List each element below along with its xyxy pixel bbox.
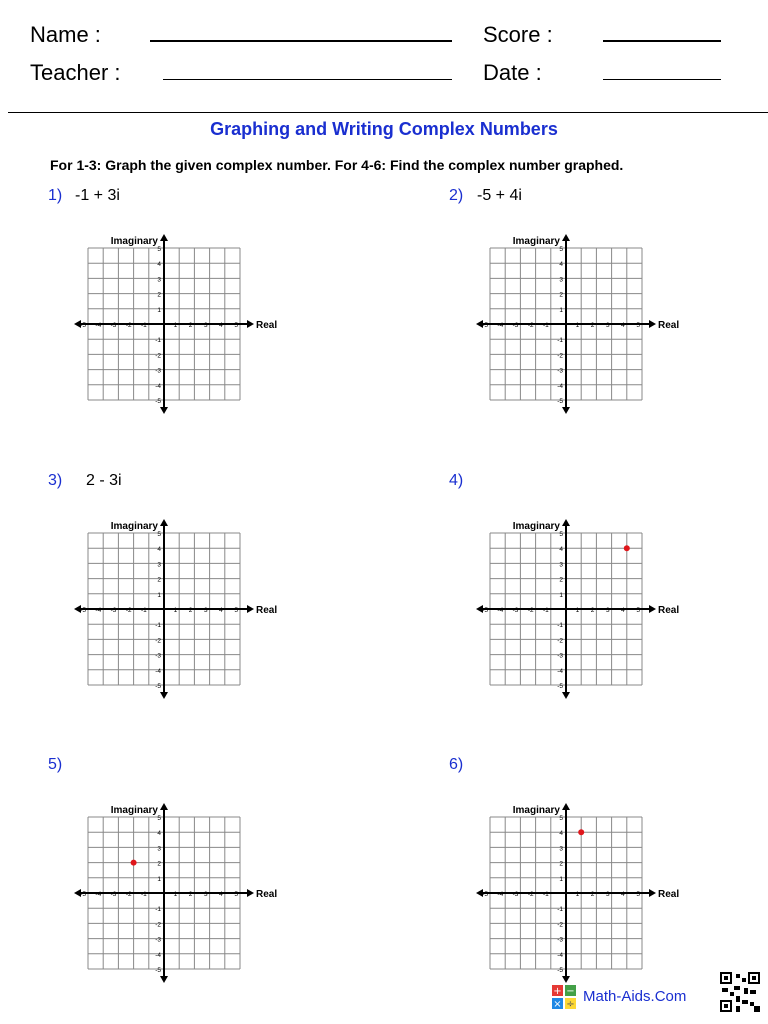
x-tick-label: 5 — [234, 322, 238, 329]
imaginary-axis-label: Imaginary — [512, 521, 560, 532]
x-tick-label: 4 — [621, 322, 625, 329]
x-tick-label: 5 — [234, 607, 238, 614]
y-tick-label: 1 — [157, 875, 161, 883]
x-tick-label: 1 — [575, 891, 580, 898]
y-tick-label: -3 — [155, 652, 161, 660]
y-tick-label: 4 — [157, 830, 161, 838]
plotted-point — [131, 860, 137, 866]
arrow-right-icon — [649, 889, 656, 897]
problem-2-number: 2) — [449, 187, 464, 204]
x-tick-label: 2 — [590, 891, 595, 898]
x-tick-label: -2 — [125, 607, 132, 614]
y-tick-label: -1 — [155, 337, 161, 345]
x-tick-label: 1 — [173, 891, 178, 898]
y-tick-label: -5 — [557, 398, 563, 405]
problem-2-expression: -5 + 4i — [477, 187, 522, 204]
y-tick-label: 3 — [157, 845, 161, 853]
footer-brand[interactable]: Math-Aids.Com — [583, 988, 687, 1005]
x-tick-label: -2 — [125, 891, 132, 898]
y-tick-label: -2 — [557, 637, 563, 645]
y-tick-label: -4 — [557, 382, 563, 390]
header-divider — [8, 112, 768, 113]
complex-plane-4[interactable] — [472, 505, 682, 700]
y-tick-label: 5 — [559, 815, 563, 822]
real-axis-label: Real — [256, 320, 278, 331]
y-tick-label: -5 — [557, 683, 563, 690]
y-tick-label: 2 — [559, 576, 563, 584]
x-tick-label: -4 — [497, 891, 504, 898]
y-tick-label: 1 — [559, 591, 563, 599]
x-tick-label: 2 — [188, 891, 193, 898]
instructions: For 1-3: Graph the given complex number. For 4-6: Find the complex number graphed. — [50, 157, 624, 173]
x-tick-label: -1 — [141, 891, 147, 898]
complex-plane-2[interactable] — [472, 220, 682, 415]
y-tick-label: -5 — [155, 967, 161, 974]
x-tick-label: -4 — [497, 607, 504, 614]
arrow-down-icon — [562, 407, 570, 414]
plotted-point — [624, 545, 630, 551]
real-axis-label: Real — [256, 889, 278, 900]
y-tick-label: 3 — [559, 561, 563, 569]
arrow-up-icon — [562, 803, 570, 810]
score-field[interactable] — [603, 40, 721, 42]
problem-5-number: 5) — [48, 756, 63, 773]
y-tick-label: -3 — [557, 367, 563, 375]
plotted-point — [578, 829, 584, 835]
x-tick-label: -2 — [527, 607, 534, 614]
y-tick-label: 2 — [559, 291, 563, 299]
x-tick-label: 3 — [203, 322, 208, 329]
x-tick-label: 4 — [621, 891, 625, 898]
x-tick-label: 1 — [575, 322, 580, 329]
y-tick-label: 2 — [157, 576, 161, 584]
x-tick-label: 4 — [219, 607, 223, 614]
problem-4-number: 4) — [449, 472, 464, 489]
x-tick-label: -1 — [543, 891, 549, 898]
y-tick-label: -3 — [557, 936, 563, 944]
y-tick-label: -3 — [155, 936, 161, 944]
x-tick-label: 5 — [636, 891, 640, 898]
y-tick-label: -3 — [557, 652, 563, 660]
x-tick-label: 1 — [173, 607, 178, 614]
arrow-down-icon — [160, 976, 168, 983]
imaginary-axis-label: Imaginary — [512, 805, 560, 816]
y-tick-label: 3 — [157, 276, 161, 284]
x-tick-label: -4 — [497, 322, 504, 329]
x-tick-label: 5 — [636, 607, 640, 614]
y-tick-label: -1 — [557, 337, 563, 345]
x-tick-label: 2 — [188, 607, 193, 614]
svg-text:−: − — [566, 986, 575, 997]
x-tick-label: -1 — [543, 322, 549, 329]
x-tick-label: 3 — [605, 322, 610, 329]
y-tick-label: 4 — [157, 546, 161, 554]
x-tick-label: -5 — [482, 891, 488, 898]
x-tick-label: 3 — [605, 891, 610, 898]
x-tick-label: -5 — [80, 322, 86, 329]
x-tick-label: -5 — [482, 607, 488, 614]
y-tick-label: 2 — [559, 860, 563, 868]
worksheet-title: Graphing and Writing Complex Numbers — [210, 119, 558, 139]
name-label: Name : — [30, 22, 101, 47]
x-tick-label: -4 — [95, 322, 102, 329]
y-tick-label: -4 — [557, 667, 563, 675]
y-tick-label: 4 — [559, 546, 563, 554]
imaginary-axis-label: Imaginary — [110, 805, 158, 816]
y-tick-label: -4 — [155, 667, 161, 675]
svg-text:+: + — [553, 986, 562, 997]
complex-plane-6[interactable] — [472, 789, 682, 984]
problem-3-expression: 2 - 3i — [86, 472, 122, 489]
y-tick-label: 5 — [157, 531, 161, 538]
y-tick-label: -4 — [557, 951, 563, 959]
x-tick-label: -2 — [125, 322, 132, 329]
arrow-up-icon — [562, 519, 570, 526]
x-tick-label: -5 — [80, 891, 86, 898]
arrow-right-icon — [649, 605, 656, 613]
real-axis-label: Real — [658, 320, 680, 331]
y-tick-label: 4 — [559, 261, 563, 269]
x-tick-label: 5 — [636, 322, 640, 329]
x-tick-label: 3 — [203, 891, 208, 898]
x-tick-label: -3 — [110, 607, 117, 614]
x-tick-label: 4 — [621, 607, 625, 614]
math-aids-logo-icon — [552, 985, 576, 1009]
date-field[interactable] — [603, 79, 721, 80]
arrow-down-icon — [160, 407, 168, 414]
real-axis-label: Real — [658, 889, 680, 900]
x-tick-label: 1 — [173, 322, 178, 329]
complex-plane-3[interactable] — [70, 505, 280, 700]
x-tick-label: 2 — [188, 322, 193, 329]
x-tick-label: -2 — [527, 891, 534, 898]
y-tick-label: -2 — [155, 637, 161, 645]
y-tick-label: 5 — [157, 815, 161, 822]
x-tick-label: -2 — [527, 322, 534, 329]
y-tick-label: -4 — [155, 951, 161, 959]
x-tick-label: 3 — [203, 607, 208, 614]
x-tick-label: -3 — [512, 607, 519, 614]
problem-1-number: 1) — [48, 187, 63, 204]
x-tick-label: -5 — [80, 607, 86, 614]
y-tick-label: -5 — [155, 683, 161, 690]
x-tick-label: 3 — [605, 607, 610, 614]
svg-text:×: × — [553, 999, 562, 1009]
x-tick-label: 4 — [219, 322, 223, 329]
arrow-up-icon — [160, 519, 168, 526]
x-tick-label: -3 — [512, 322, 519, 329]
y-tick-label: 3 — [559, 276, 563, 284]
y-tick-label: 1 — [559, 875, 563, 883]
problem-1-expression: -1 + 3i — [75, 187, 120, 204]
complex-plane-5[interactable] — [70, 789, 280, 984]
y-tick-label: -3 — [155, 367, 161, 375]
arrow-down-icon — [562, 976, 570, 983]
arrow-up-icon — [160, 234, 168, 241]
complex-plane-1[interactable] — [70, 220, 280, 415]
arrow-down-icon — [562, 692, 570, 699]
y-tick-label: -5 — [557, 967, 563, 974]
y-tick-label: -1 — [155, 622, 161, 630]
imaginary-axis-label: Imaginary — [512, 236, 560, 247]
y-tick-label: -1 — [155, 906, 161, 914]
x-tick-label: -3 — [512, 891, 519, 898]
y-tick-label: 3 — [559, 845, 563, 853]
y-tick-label: 2 — [157, 291, 161, 299]
x-tick-label: -4 — [95, 891, 102, 898]
imaginary-axis-label: Imaginary — [110, 236, 158, 247]
x-tick-label: -1 — [141, 322, 147, 329]
y-tick-label: 5 — [559, 246, 563, 253]
date-label: Date : — [483, 60, 542, 85]
x-tick-label: 5 — [234, 891, 238, 898]
x-tick-label: 2 — [590, 322, 595, 329]
y-tick-label: 2 — [157, 860, 161, 868]
y-tick-label: 1 — [157, 591, 161, 599]
teacher-label: Teacher : — [30, 60, 121, 85]
y-tick-label: 3 — [157, 561, 161, 569]
problem-3-number: 3) — [48, 472, 63, 489]
arrow-right-icon — [247, 320, 254, 328]
real-axis-label: Real — [658, 605, 680, 616]
arrow-right-icon — [247, 605, 254, 613]
teacher-field[interactable] — [163, 79, 452, 80]
real-axis-label: Real — [256, 605, 278, 616]
y-tick-label: 5 — [559, 531, 563, 538]
name-field[interactable] — [150, 40, 452, 42]
y-tick-label: -2 — [557, 921, 563, 929]
arrow-up-icon — [562, 234, 570, 241]
y-tick-label: 5 — [157, 246, 161, 253]
y-tick-label: -2 — [155, 921, 161, 929]
qr-code-icon — [720, 972, 760, 1012]
y-tick-label: -4 — [155, 382, 161, 390]
y-tick-label: -2 — [155, 352, 161, 360]
x-tick-label: -4 — [95, 607, 102, 614]
y-tick-label: -5 — [155, 398, 161, 405]
x-tick-label: -1 — [543, 607, 549, 614]
y-tick-label: -1 — [557, 622, 563, 630]
x-tick-label: -1 — [141, 607, 147, 614]
y-tick-label: -1 — [557, 906, 563, 914]
arrow-up-icon — [160, 803, 168, 810]
x-tick-label: 1 — [575, 607, 580, 614]
arrow-right-icon — [649, 320, 656, 328]
x-tick-label: -3 — [110, 322, 117, 329]
imaginary-axis-label: Imaginary — [110, 521, 158, 532]
y-tick-label: 4 — [559, 830, 563, 838]
problem-6-number: 6) — [449, 756, 464, 773]
y-tick-label: -2 — [557, 352, 563, 360]
y-tick-label: 1 — [157, 306, 161, 314]
x-tick-label: -3 — [110, 891, 117, 898]
arrow-right-icon — [247, 889, 254, 897]
x-tick-label: 4 — [219, 891, 223, 898]
y-tick-label: 1 — [559, 306, 563, 314]
y-tick-label: 4 — [157, 261, 161, 269]
x-tick-label: 2 — [590, 607, 595, 614]
arrow-down-icon — [160, 692, 168, 699]
score-label: Score : — [483, 22, 553, 47]
svg-text:÷: ÷ — [566, 999, 575, 1009]
x-tick-label: -5 — [482, 322, 488, 329]
